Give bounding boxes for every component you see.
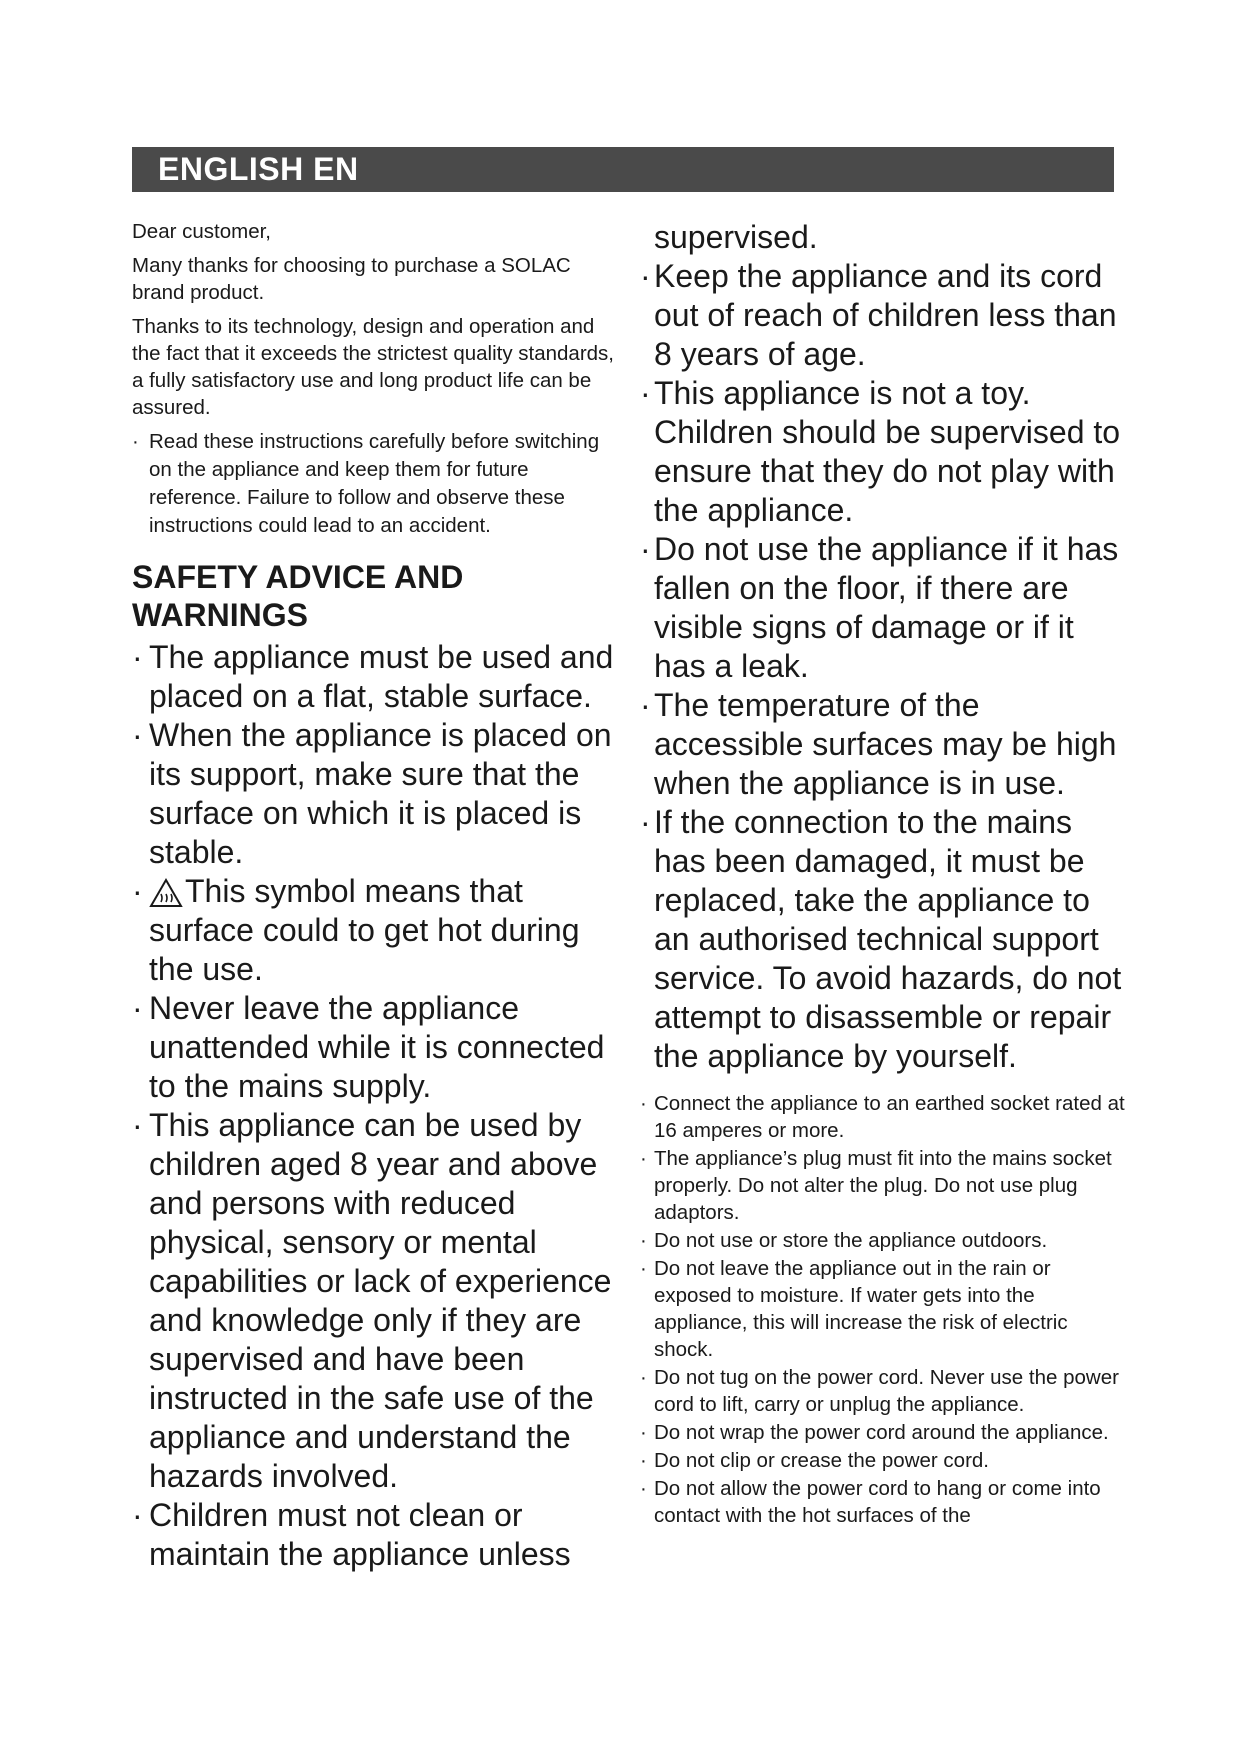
power-item: · Do not use or store the appliance outdoors.: [640, 1227, 1132, 1254]
greeting: Dear customer,: [132, 220, 271, 243]
left-column: [132, 218, 624, 1574]
safety-item: · If the connection to the mains has been damaged, it must be replaced, take the appliance to an authorised technical support service. To avoid hazards, do not attempt to disassemble or repair the appliance by yourself.: [640, 803, 1132, 1076]
safety-item: · The appliance must be used and placed on a flat, stable surface.: [132, 638, 624, 716]
continued-text: supervised.: [654, 219, 818, 255]
safety-item: · The temperature of the accessible surfaces may be high when the appliance is in use.: [640, 686, 1132, 803]
safety-item: · Do not use the appliance if it has fallen on the floor, if there are visible signs of damage or if it has a leak.: [640, 530, 1132, 686]
power-item: · Do not allow the power cord to hang or come into contact with the hot surfaces of the: [640, 1475, 1132, 1529]
hot-surface-text: This symbol means that surface could to get hot during the use.: [149, 873, 580, 987]
right-column: [640, 218, 1132, 1530]
power-item: · Do not tug on the power cord. Never use the power cord to lift, carry or unplug the appliance.: [640, 1364, 1132, 1418]
read-instructions-item: · Read these instructions carefully before switching on the appliance and keep them for future reference. Failure to follow and observe these instructions could lead to an accident.: [132, 428, 624, 540]
quality-paragraph: Thanks to its technology, design and operation and the fact that it exceeds the strictest quality standards, a fully satisfactory use and long product life can be assured.: [132, 315, 615, 419]
safety-item: · Keep the appliance and its cord out of reach of children less than 8 years of age.: [640, 257, 1132, 374]
power-item: · Do not leave the appliance out in the rain or exposed to moisture. If water gets into the appliance, this will increase the risk of electric shock.: [640, 1255, 1132, 1363]
hot-surface-warning-icon: [149, 878, 183, 908]
thanks-paragraph: Many thanks for choosing to purchase a SOLAC brand product.: [132, 254, 571, 304]
safety-item: · When the appliance is placed on its support, make sure that the surface on which it is placed is stable.: [132, 716, 624, 872]
safety-heading: SAFETY ADVICE AND WARNINGS: [132, 559, 464, 633]
language-header-bar: [132, 147, 1114, 192]
safety-item: · Never leave the appliance unattended while it is connected to the mains supply.: [132, 989, 624, 1106]
power-item: · Connect the appliance to an earthed socket rated at 16 amperes or more.: [640, 1090, 1132, 1144]
language-header-title: ENGLISH EN: [158, 151, 359, 187]
power-item: · Do not wrap the power cord around the appliance.: [640, 1419, 1132, 1446]
safety-item: · This appliance is not a toy. Children should be supervised to ensure that they do not play with the appliance.: [640, 374, 1132, 530]
safety-item: · This appliance can be used by children aged 8 year and above and persons with reduced physical, sensory or mental capabilities or lack of experience and knowledge only if they are supervised and have been instructed in the safe use of the appliance and understand the hazards involved.: [132, 1106, 624, 1496]
power-item: · The appliance’s plug must fit into the mains socket properly. Do not alter the plug. Do not use plug adaptors.: [640, 1145, 1132, 1226]
safety-item: · Children must not clean or maintain the appliance unless: [132, 1496, 624, 1574]
power-item: · Do not clip or crease the power cord.: [640, 1447, 1132, 1474]
hot-surface-item: [132, 872, 624, 989]
